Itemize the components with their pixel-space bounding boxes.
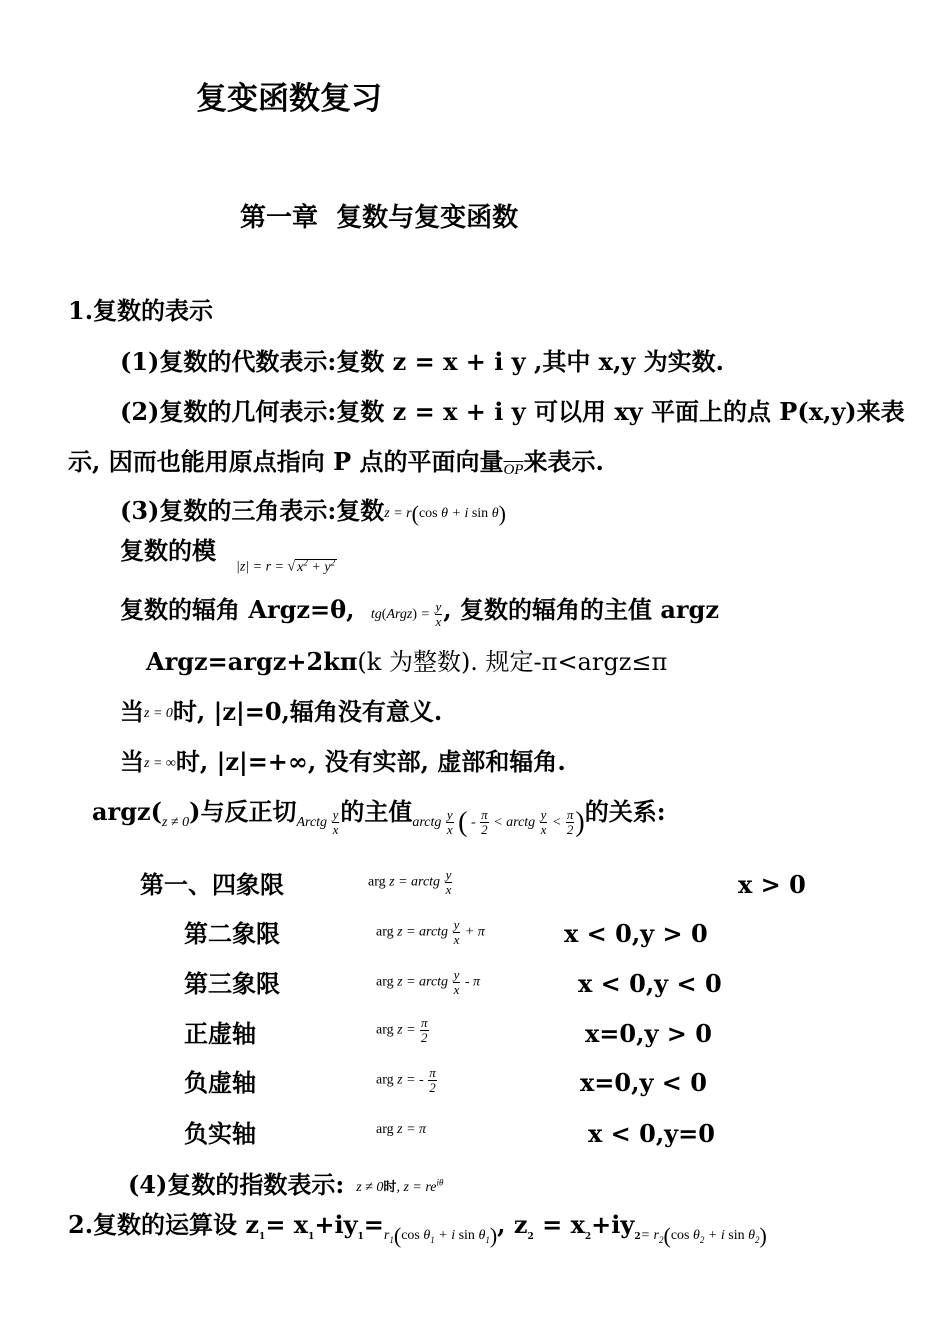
infinity-formula: z = ∞: [144, 756, 176, 771]
quadrant-formula-4: arg z = $\frac{\pi}{2}$: [376, 1015, 428, 1045]
relation-arctg: Arctg y x: [296, 807, 339, 838]
zero-formula: z = 0: [144, 706, 173, 721]
trig-formula: z = r(cos θ + i sin θ): [384, 500, 506, 526]
quadrant-condition-4: x=0,y > 0: [585, 1019, 712, 1048]
section-heading-2: 2.复数的运算设 $z_1= x_1+iy_1=_{r_1(cos \theta_1 + i sin \theta_1)}$, $z_2 = x_2+iy_{2= r_2(cos \theta_2 + i sin \theta_2)}$: [68, 1210, 767, 1248]
section2-text-c: +iy: [314, 1210, 358, 1239]
quadrant-condition-3: x < 0,y < 0: [578, 969, 722, 998]
zero-case-prefix: 当: [120, 697, 144, 726]
paragraph-exponential: [128, 1170, 443, 1200]
section2-text-g: +iy: [591, 1210, 635, 1239]
quadrant-name-1: 第一、四象限: [140, 870, 284, 899]
trig-label: (3)复数的三角表示:复数: [120, 496, 385, 525]
quadrant-condition-5: x=0,y < 0: [580, 1068, 707, 1097]
z2-trig-formula: = r2(cos θ2 + i sin θ2): [640, 1222, 767, 1248]
geometric-text: 示, 因而也能用原点指向 P 点的平面向量: [68, 447, 504, 476]
quadrant-formula-3: arg z = arctg $\frac{y}{x}$ - π: [376, 967, 481, 997]
relation-text-b: )与反正切: [189, 797, 297, 826]
paragraph-geometric-line2: [68, 447, 604, 478]
paragraph-algebraic: (1)复数的代数表示:复数 z = x + i y ,其中 x,y 为实数.: [120, 347, 725, 376]
infinity-case-prefix: 当: [120, 747, 144, 776]
quadrant-condition-6: x < 0,y=0: [588, 1119, 715, 1148]
quadrant-condition-2: x < 0,y > 0: [564, 919, 708, 948]
quadrant-name-2: 第二象限: [184, 919, 280, 948]
section2-text-a: 2.复数的运算设 z: [68, 1210, 260, 1239]
quadrant-condition-1: x > 0: [738, 870, 806, 899]
chapter-heading: 第一章 复数与复变函数: [240, 203, 519, 233]
geometric-text-end: 来表示.: [523, 447, 604, 476]
argument-text-b: , 复数的辐角的主值 argz: [443, 595, 719, 624]
quadrant-name-4: 正虚轴: [184, 1019, 256, 1048]
quadrant-name-6: 负实轴: [184, 1119, 256, 1148]
section-heading-1: 1.复数的表示: [68, 296, 214, 325]
relation-text-d: 的关系:: [584, 797, 666, 826]
argument-relation-formula: Argz=argz+2kπ: [146, 647, 358, 676]
page-title: 复变函数复习: [196, 81, 382, 117]
infinity-case-text: 时, |z|=+∞, 没有实部, 虚部和辐角.: [175, 747, 566, 776]
section2-text-d: =: [363, 1210, 384, 1239]
zero-case-text: 时, |z|=0,辐角没有意义.: [172, 697, 443, 726]
relation-principal: arctg y x ( - π 2 < arctg y x < π 2 ): [412, 806, 585, 838]
infinity-case: [120, 747, 566, 777]
relation-text-a: argz(: [92, 797, 162, 826]
section2-text-e: , z: [497, 1210, 528, 1239]
tangent-formula: tg(Argz) = $\frac{y}{x}$: [370, 599, 442, 630]
quadrant-formula-1: arg z = arctg $\frac{y}{x}$: [368, 867, 452, 897]
section2-text-f: = x: [533, 1210, 585, 1239]
vector-op: $\overline{OP}$: [503, 462, 524, 478]
exponential-label: (4)复数的指数表示:: [128, 1170, 345, 1199]
quadrant-name-3: 第三象限: [184, 969, 280, 998]
argument-relation: [146, 647, 667, 677]
zero-case: [120, 697, 442, 727]
relation-nonzero: z ≠ 0: [161, 815, 190, 830]
argument-line: [120, 595, 719, 629]
quadrant-formula-5: arg z = - $\frac{\pi}{2}$: [376, 1065, 436, 1095]
paragraph-geometric-line1: (2)复数的几何表示:复数 z = x + i y 可以用 xy 平面上的点 P(x,y)来表: [120, 397, 905, 426]
quadrant-formula-2: arg z = arctg $\frac{y}{x}$ + π: [376, 917, 485, 947]
exponential-formula: z ≠ 0时, $z = re^{i\theta}$: [356, 1177, 444, 1195]
section2-text-b: = x: [265, 1210, 309, 1239]
modulus-label: 复数的模: [120, 536, 216, 565]
quadrant-name-5: 负虚轴: [184, 1068, 256, 1097]
argument-text: 复数的辐角 Argz=θ,: [120, 595, 355, 624]
relation-text-c: 的主值: [340, 797, 413, 826]
quadrant-formula-6: arg z = π: [376, 1122, 427, 1137]
modulus-formula: |z| = r = √ $x^2 + y^2$: [236, 557, 336, 575]
argument-relation-rule: (k 为整数). 规定-π<argz≤π: [357, 648, 668, 676]
z1-trig-formula: r1(cos θ1 + i sin θ1): [383, 1222, 498, 1248]
paragraph-trig: [120, 496, 506, 526]
relation-line: [92, 797, 666, 837]
